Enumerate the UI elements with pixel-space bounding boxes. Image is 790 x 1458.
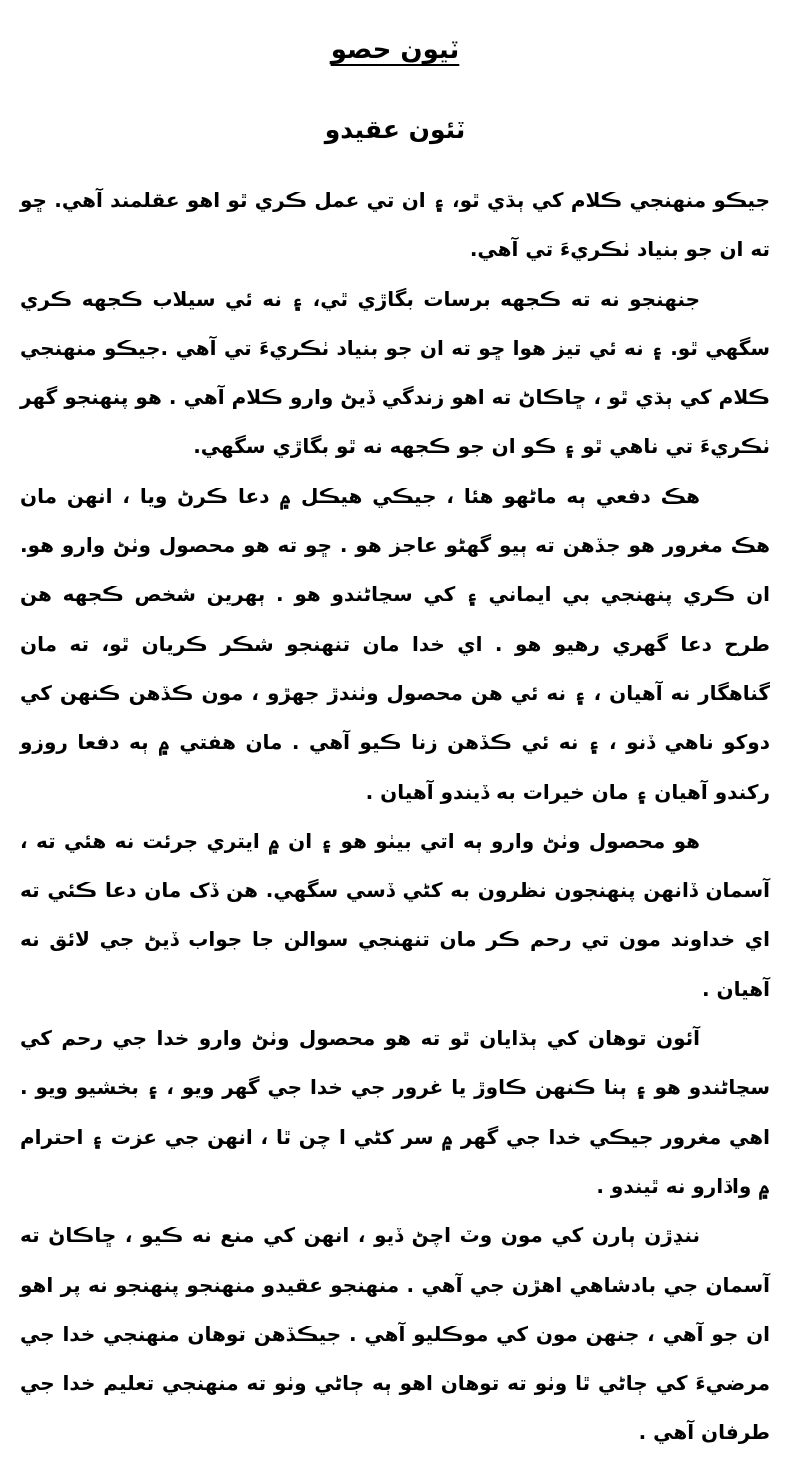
- part-heading-text: ٽيون حصو: [330, 35, 460, 65]
- body-text: [20, 176, 770, 1458]
- chapter-heading: ٽئون عقيدو: [324, 115, 466, 144]
- paragraph-4: هو محصول وٺڻ وارو ٻه اتي بيٺو هو ۽ ان ۾ ايتري جرئت نه هئي ته ، آسمان ڏانهن پنهنجون نظرون به کڻي ڏسي سگهي. هن ڏک مان دعا ڪئي ته اي خداوند مون تي رحم ڪر مان تنهنجي سوالن جا جواب ڏيڻ جي لائق نه آهيان .: [20, 828, 770, 1001]
- paragraph-6: ننڍڙن ٻارن کي مون وٽ اچڻ ڏيو ، انهن کي منع نه ڪيو ، ڇاڪاڻ ته آسمان جي بادشاهي اهڙن جي آهي . منهنجو عقيدو منهنجو پنهنجو نه پر اهو ان جو آهي ، جنهن مون کي موڪليو آهي . جيڪڏهن توهان منهنجي خدا جي مرضيءَ کي ڄاڻي ٿا وٺو ته توهان اهو ٻه ڄاڻي وٺو ته منهنجي تعليم خدا جي طرفان آهي .: [20, 1223, 770, 1445]
- part-heading: [0, 28, 790, 72]
- paragraph-1: جيڪو منهنجي ڪلام کي ٻڌي ٿو، ۽ ان تي عمل ڪري ٿو اهو عقلمند آهي. ڇو ته ان جو بنياد ٺڪريءَ تي آهي.: [20, 188, 770, 262]
- paragraph-5: آئون توهان کي ٻڌايان ٿو ته هو محصول وٺڻ وارو خدا جي رحم کي سڃاڻندو هو ۽ ٻنا ڪنهن ڪاوڙ يا غرور جي خدا جي گهر ويو ، ۽ بخشيو ويو . اهي مغرور جيڪي خدا جي گهر ۾ سر کڻي ا چن ٿا ، انهن جي عزت ۽ احترام ۾ واڌارو نه ٿيندو .: [20, 1026, 770, 1198]
- paragraph-2: جنهنجو نه ته ڪجهه برسات بگاڙي ٿي، ۽ نه ئي سيلاب ڪجهه ڪري سگهي ٿو. ۽ نه ئي تيز هوا ڇو ته ان جو بنياد ٺڪريءَ تي آهي .جيڪو منهنجي ڪلام کي ٻڌي ٿو ، ڇاڪاڻ ته اهو زندگي ڏيڻ وارو ڪلام آهي . هو پنهنجو گهر ٺڪريءَ تي ناهي ٿو ۽ ڪو ان جو ڪجهه نه ٿو بگاڙي سگهي.: [20, 286, 770, 459]
- paragraph-3: هڪ دفعي ٻه ماڻهو هئا ، جيڪي هيڪل ۾ دعا ڪرڻ ويا ، انهن مان هڪ مغرور هو جڏهن ته ٻيو گهڻو عاجز هو . ڇو ته هو محصول وٺڻ وارو هو. ان ڪري پنهنجي بي ايماني ۽ کي سڃاڻندو هو . ٻهرين شخص ڪجهه هن طرح دعا گهري رهيو هو . اي خدا مان تنهنجو شڪر ڪريان ٿو، ته مان گناهگار نه آهيان ، ۽ نه ئي هن محصول وٺندڙ جهڙو ، مون ڪڏهن ڪنهن کي دوکو ناهي ڏنو ، ۽ نه ئي ڪڏهن زنا ڪيو آهي . مان هفتي ۾ ٻه دفعا روزو رکندو آهيان ۽ مان خيرات به ڏيندو آهيان .: [20, 483, 770, 804]
